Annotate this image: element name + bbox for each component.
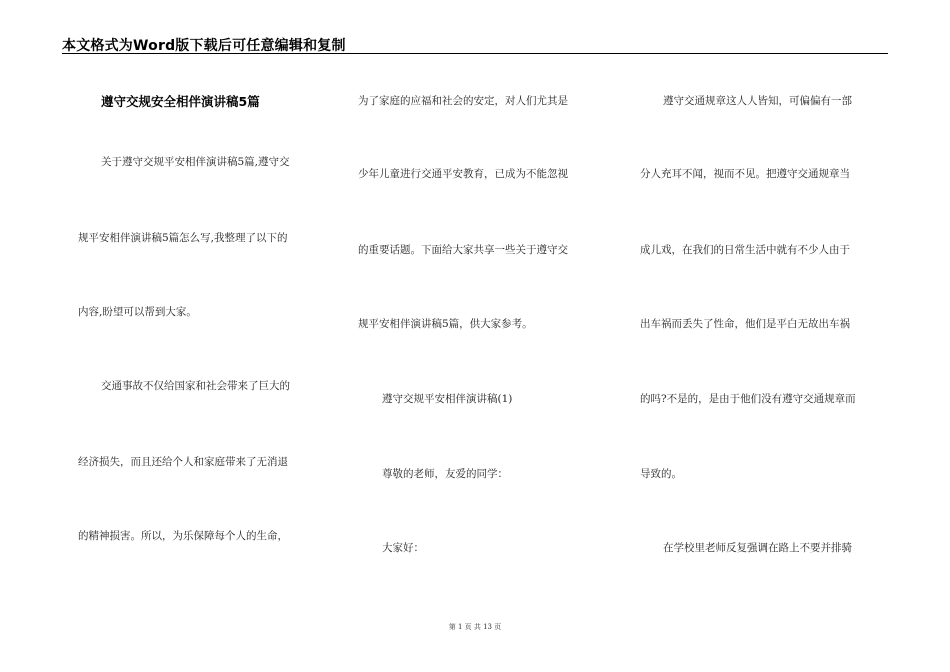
col3-line: 成儿戏，在我们的日常生活中就有不少人由于	[640, 244, 850, 256]
col3-line: 的吗?不是的，是由于他们没有遵守交通规章而	[640, 393, 856, 405]
col3-line: 遵守交通规章这人人皆知，可偏偏有一部	[663, 95, 852, 107]
col1-line: 内容,盼望可以帮到大家。	[78, 306, 197, 318]
col2-line: 少年儿童进行交通平安教育，已成为不能忽视	[358, 168, 568, 180]
col2-line: 规平安相伴演讲稿5篇，供大家参考。	[358, 318, 533, 330]
header-rule	[62, 53, 888, 54]
col3-line: 分人充耳不闻，视而不见。把遵守交通规章当	[640, 168, 850, 180]
col1-line: 规平安相伴演讲稿5篇怎么写,我整理了以下的	[78, 232, 288, 244]
col1-line: 经济损失，而且还给个人和家庭带来了无消退	[78, 456, 288, 468]
col1-line: 关于遵守交规平安相伴演讲稿5篇,遵守交	[101, 156, 290, 168]
col2-line: 尊敬的老师，友爱的同学：	[382, 468, 508, 480]
col3-line: 出车祸而丢失了性命，他们是平白无故出车祸	[640, 318, 850, 330]
col2-line: 大家好：	[382, 542, 424, 554]
col1-line: 交通事故不仅给国家和社会带来了巨大的	[101, 380, 290, 392]
col1-line: 的精神损害。所以，为乐保障每个人的生命，	[78, 530, 288, 542]
col2-line: 的重要话题。下面给大家共享一些关于遵守交	[358, 244, 568, 256]
download-banner: 本文格式为Word版下载后可任意编辑和复制	[62, 38, 346, 54]
col2-line: 为了家庭的应福和社会的安定，对人们尤其是	[358, 95, 568, 107]
document-title: 遵守交规安全相伴演讲稿5篇	[101, 94, 260, 109]
col3-line: 在学校里老师反复强调在路上不要并排骑	[663, 542, 852, 554]
page-number-footer: 第 1 页 共 13 页	[448, 623, 502, 631]
col3-line: 导致的。	[640, 468, 682, 480]
col2-section-heading: 遵守交规平安相伴演讲稿(1)	[382, 393, 513, 405]
